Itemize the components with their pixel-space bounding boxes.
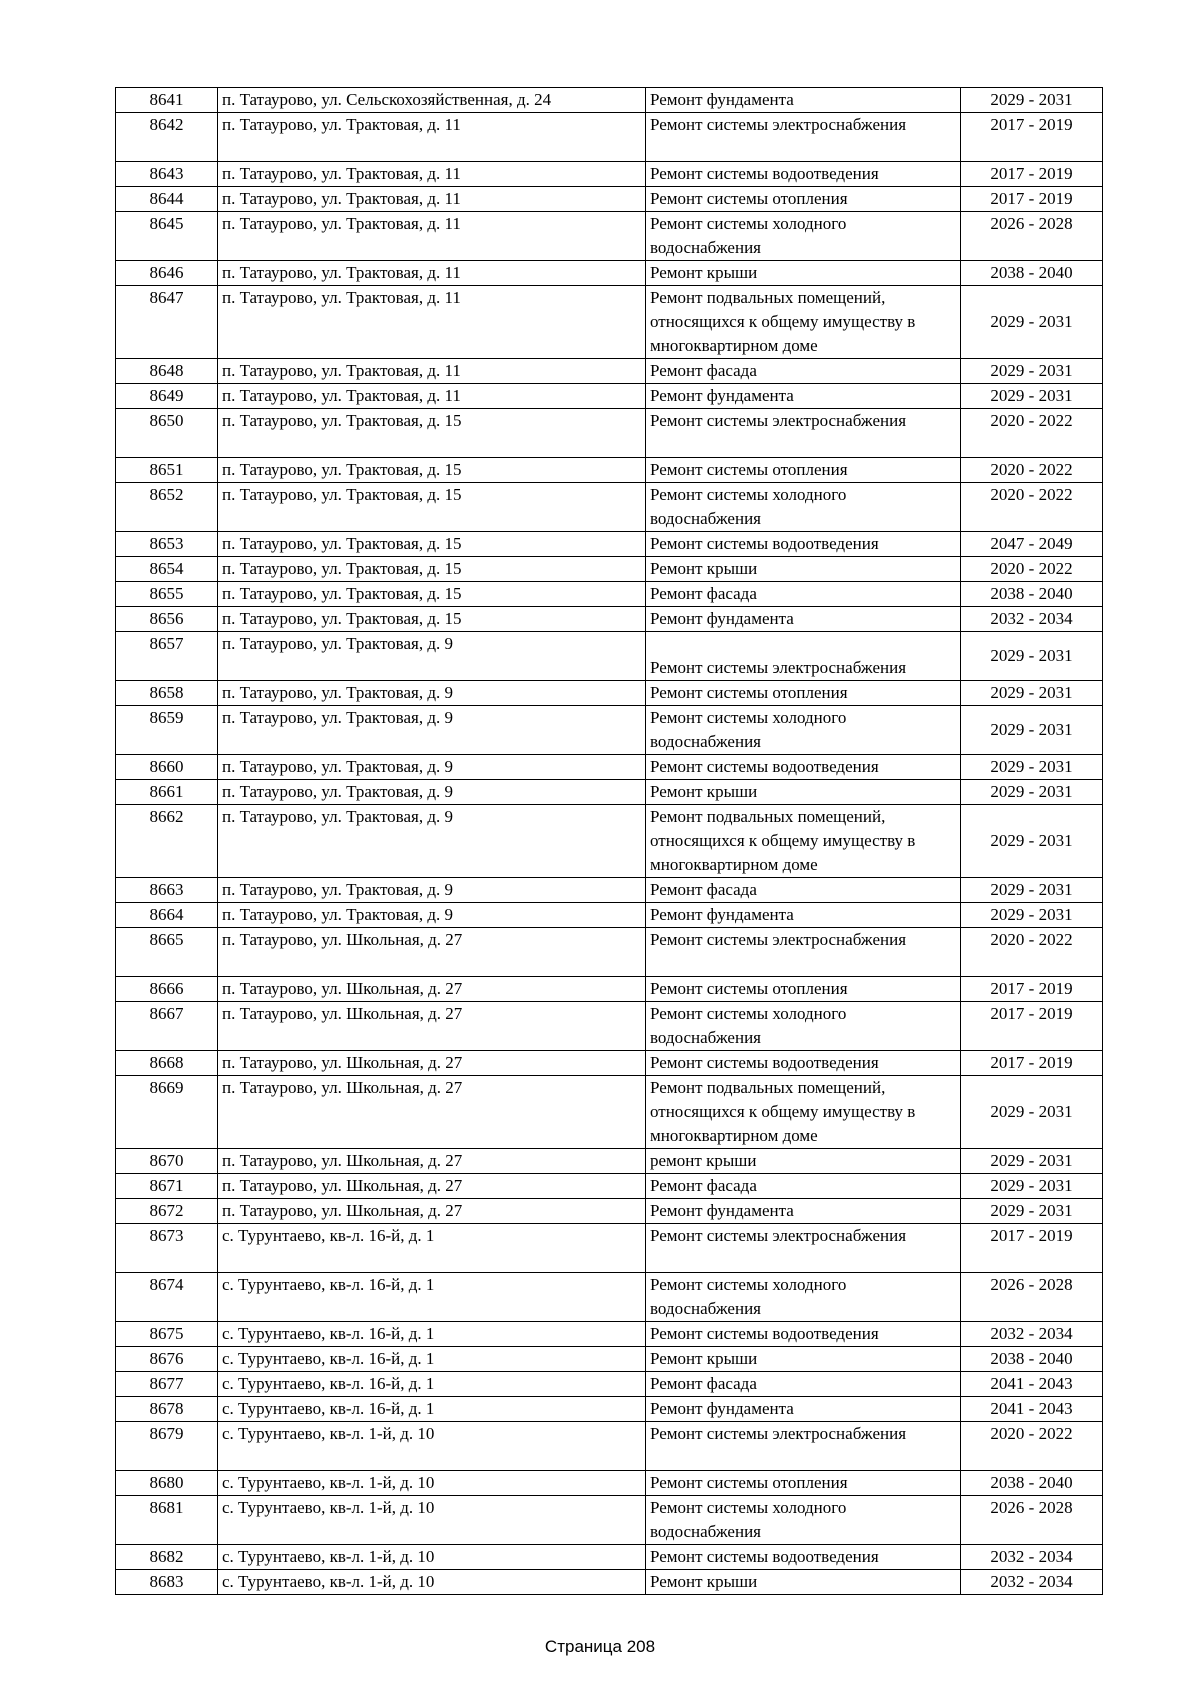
- row-number-cell: 8663: [116, 878, 218, 903]
- work-type-cell: ремонт крыши: [646, 1149, 961, 1174]
- address-cell: п. Татаурово, ул. Трактовая, д. 9: [218, 903, 646, 928]
- term-cell: 2032 - 2034: [961, 607, 1103, 632]
- row-number-cell: 8644: [116, 187, 218, 212]
- table-row: [116, 212, 1103, 261]
- table-row: [116, 582, 1103, 607]
- table-row: [116, 1397, 1103, 1422]
- address-cell: с. Турунтаево, кв-л. 1-й, д. 10: [218, 1422, 646, 1471]
- table-row: [116, 261, 1103, 286]
- address-cell: п. Татаурово, ул. Трактовая, д. 11: [218, 384, 646, 409]
- work-type-cell: Ремонт фундамента: [646, 903, 961, 928]
- address-cell: п. Татаурово, ул. Трактовая, д. 11: [218, 212, 646, 261]
- row-number-cell: 8665: [116, 928, 218, 977]
- row-number-cell: 8641: [116, 88, 218, 113]
- address-cell: с. Турунтаево, кв-л. 16-й, д. 1: [218, 1224, 646, 1273]
- address-cell: п. Татаурово, ул. Школьная, д. 27: [218, 1051, 646, 1076]
- work-type-cell: Ремонт системы отопления: [646, 187, 961, 212]
- address-cell: п. Татаурово, ул. Трактовая, д. 9: [218, 681, 646, 706]
- work-type-cell: Ремонт подвальных помещений, относящихся к общему имуществу в многоквартирном доме: [646, 805, 961, 878]
- work-type-cell: Ремонт системы холодного водоснабжения: [646, 1002, 961, 1051]
- address-cell: с. Турунтаево, кв-л. 1-й, д. 10: [218, 1570, 646, 1595]
- address-cell: п. Татаурово, ул. Трактовая, д. 15: [218, 557, 646, 582]
- row-number-cell: 8658: [116, 681, 218, 706]
- row-number-cell: 8662: [116, 805, 218, 878]
- term-cell: 2029 - 2031: [961, 755, 1103, 780]
- table-row: [116, 1199, 1103, 1224]
- address-cell: с. Турунтаево, кв-л. 1-й, д. 10: [218, 1471, 646, 1496]
- table-row: [116, 1149, 1103, 1174]
- address-cell: п. Татаурово, ул. Трактовая, д. 15: [218, 483, 646, 532]
- page-number: Страница 208: [544, 1637, 656, 1656]
- address-cell: с. Турунтаево, кв-л. 1-й, д. 10: [218, 1496, 646, 1545]
- row-number-cell: 8671: [116, 1174, 218, 1199]
- row-number-cell: 8680: [116, 1471, 218, 1496]
- row-number-cell: 8676: [116, 1347, 218, 1372]
- row-number-cell: 8668: [116, 1051, 218, 1076]
- work-type-cell: Ремонт системы холодного водоснабжения: [646, 1273, 961, 1322]
- work-type-cell: Ремонт системы электроснабжения: [646, 632, 961, 681]
- address-cell: п. Татаурово, ул. Трактовая, д. 9: [218, 632, 646, 681]
- term-cell: 2032 - 2034: [961, 1570, 1103, 1595]
- table-row: [116, 384, 1103, 409]
- term-cell: 2038 - 2040: [961, 582, 1103, 607]
- term-cell: 2029 - 2031: [961, 780, 1103, 805]
- work-type-cell: Ремонт фундамента: [646, 384, 961, 409]
- table-row: [116, 681, 1103, 706]
- address-cell: п. Татаурово, ул. Сельскохозяйственная, д. 24: [218, 88, 646, 113]
- address-cell: п. Татаурово, ул. Трактовая, д. 9: [218, 805, 646, 878]
- term-cell: 2020 - 2022: [961, 928, 1103, 977]
- term-cell: 2029 - 2031: [961, 88, 1103, 113]
- row-number-cell: 8650: [116, 409, 218, 458]
- term-cell: 2029 - 2031: [961, 1149, 1103, 1174]
- table-row: [116, 607, 1103, 632]
- row-number-cell: 8661: [116, 780, 218, 805]
- term-cell: 2029 - 2031: [961, 384, 1103, 409]
- table-row: [116, 1570, 1103, 1595]
- term-cell: 2038 - 2040: [961, 1347, 1103, 1372]
- row-number-cell: 8677: [116, 1372, 218, 1397]
- term-cell: 2017 - 2019: [961, 113, 1103, 162]
- term-cell: 2032 - 2034: [961, 1545, 1103, 1570]
- table-row: [116, 1076, 1103, 1149]
- work-type-cell: Ремонт системы холодного водоснабжения: [646, 1496, 961, 1545]
- row-number-cell: 8659: [116, 706, 218, 755]
- work-type-cell: Ремонт системы водоотведения: [646, 755, 961, 780]
- term-cell: 2041 - 2043: [961, 1372, 1103, 1397]
- work-type-cell: Ремонт крыши: [646, 780, 961, 805]
- term-cell: 2017 - 2019: [961, 1051, 1103, 1076]
- address-cell: п. Татаурово, ул. Трактовая, д. 9: [218, 780, 646, 805]
- address-cell: п. Татаурово, ул. Трактовая, д. 11: [218, 162, 646, 187]
- table-row: [116, 977, 1103, 1002]
- row-number-cell: 8654: [116, 557, 218, 582]
- address-cell: п. Татаурово, ул. Трактовая, д. 9: [218, 755, 646, 780]
- work-type-cell: Ремонт фасада: [646, 1174, 961, 1199]
- work-type-cell: Ремонт системы отопления: [646, 681, 961, 706]
- work-type-cell: Ремонт системы холодного водоснабжения: [646, 483, 961, 532]
- address-cell: п. Татаурово, ул. Трактовая, д. 15: [218, 582, 646, 607]
- term-cell: 2020 - 2022: [961, 1422, 1103, 1471]
- table-row: [116, 928, 1103, 977]
- address-cell: с. Турунтаево, кв-л. 16-й, д. 1: [218, 1273, 646, 1322]
- term-cell: 2017 - 2019: [961, 977, 1103, 1002]
- table-body: [116, 88, 1103, 1595]
- term-cell: 2038 - 2040: [961, 1471, 1103, 1496]
- table-row: [116, 483, 1103, 532]
- table-row: [116, 780, 1103, 805]
- term-cell: 2026 - 2028: [961, 212, 1103, 261]
- table-row: [116, 187, 1103, 212]
- row-number-cell: 8647: [116, 286, 218, 359]
- work-type-cell: Ремонт фасада: [646, 1372, 961, 1397]
- address-cell: п. Татаурово, ул. Трактовая, д. 11: [218, 286, 646, 359]
- term-cell: 2032 - 2034: [961, 1322, 1103, 1347]
- table-row: [116, 162, 1103, 187]
- row-number-cell: 8643: [116, 162, 218, 187]
- row-number-cell: 8679: [116, 1422, 218, 1471]
- term-cell: 2029 - 2031: [961, 805, 1103, 878]
- row-number-cell: 8653: [116, 532, 218, 557]
- row-number-cell: 8646: [116, 261, 218, 286]
- term-cell: 2020 - 2022: [961, 483, 1103, 532]
- work-type-cell: Ремонт подвальных помещений, относящихся к общему имуществу в многоквартирном доме: [646, 286, 961, 359]
- address-cell: п. Татаурово, ул. Трактовая, д. 15: [218, 409, 646, 458]
- address-cell: п. Татаурово, ул. Школьная, д. 27: [218, 1076, 646, 1149]
- row-number-cell: 8678: [116, 1397, 218, 1422]
- work-type-cell: Ремонт фасада: [646, 878, 961, 903]
- table-row: [116, 1496, 1103, 1545]
- address-cell: п. Татаурово, ул. Трактовая, д. 15: [218, 532, 646, 557]
- table-row: [116, 532, 1103, 557]
- term-cell: 2017 - 2019: [961, 162, 1103, 187]
- work-type-cell: Ремонт крыши: [646, 1570, 961, 1595]
- table-row: [116, 706, 1103, 755]
- table-row: [116, 632, 1103, 681]
- table-row: [116, 409, 1103, 458]
- address-cell: с. Турунтаево, кв-л. 16-й, д. 1: [218, 1322, 646, 1347]
- table-row: [116, 1347, 1103, 1372]
- row-number-cell: 8655: [116, 582, 218, 607]
- table-row: [116, 1372, 1103, 1397]
- row-number-cell: 8660: [116, 755, 218, 780]
- table-row: [116, 286, 1103, 359]
- work-type-cell: Ремонт системы электроснабжения: [646, 928, 961, 977]
- row-number-cell: 8674: [116, 1273, 218, 1322]
- table-row: [116, 1002, 1103, 1051]
- work-type-cell: Ремонт системы электроснабжения: [646, 1224, 961, 1273]
- term-cell: 2017 - 2019: [961, 1002, 1103, 1051]
- address-cell: п. Татаурово, ул. Школьная, д. 27: [218, 928, 646, 977]
- term-cell: 2020 - 2022: [961, 557, 1103, 582]
- row-number-cell: 8667: [116, 1002, 218, 1051]
- address-cell: п. Татаурово, ул. Школьная, д. 27: [218, 1002, 646, 1051]
- table-row: [116, 1174, 1103, 1199]
- row-number-cell: 8642: [116, 113, 218, 162]
- work-type-cell: Ремонт системы электроснабжения: [646, 113, 961, 162]
- row-number-cell: 8670: [116, 1149, 218, 1174]
- term-cell: 2029 - 2031: [961, 632, 1103, 681]
- table-row: [116, 1051, 1103, 1076]
- work-type-cell: Ремонт системы холодного водоснабжения: [646, 212, 961, 261]
- row-number-cell: 8682: [116, 1545, 218, 1570]
- work-type-cell: Ремонт системы отопления: [646, 1471, 961, 1496]
- table-row: [116, 458, 1103, 483]
- address-cell: п. Татаурово, ул. Трактовая, д. 15: [218, 607, 646, 632]
- row-number-cell: 8681: [116, 1496, 218, 1545]
- work-type-cell: Ремонт системы водоотведения: [646, 1322, 961, 1347]
- row-number-cell: 8672: [116, 1199, 218, 1224]
- address-cell: с. Турунтаево, кв-л. 16-й, д. 1: [218, 1347, 646, 1372]
- address-cell: п. Татаурово, ул. Школьная, д. 27: [218, 1199, 646, 1224]
- address-cell: с. Турунтаево, кв-л. 1-й, д. 10: [218, 1545, 646, 1570]
- row-number-cell: 8656: [116, 607, 218, 632]
- address-cell: п. Татаурово, ул. Трактовая, д. 11: [218, 187, 646, 212]
- work-type-cell: Ремонт фундамента: [646, 607, 961, 632]
- table-row: [116, 1224, 1103, 1273]
- table-row: [116, 1422, 1103, 1471]
- term-cell: 2029 - 2031: [961, 1076, 1103, 1149]
- row-number-cell: 8664: [116, 903, 218, 928]
- row-number-cell: 8648: [116, 359, 218, 384]
- term-cell: 2029 - 2031: [961, 359, 1103, 384]
- term-cell: 2029 - 2031: [961, 706, 1103, 755]
- table-row: [116, 88, 1103, 113]
- work-type-cell: Ремонт системы электроснабжения: [646, 409, 961, 458]
- work-type-cell: Ремонт системы водоотведения: [646, 1545, 961, 1570]
- address-cell: п. Татаурово, ул. Трактовая, д. 15: [218, 458, 646, 483]
- address-cell: с. Турунтаево, кв-л. 16-й, д. 1: [218, 1397, 646, 1422]
- work-type-cell: Ремонт системы электроснабжения: [646, 1422, 961, 1471]
- term-cell: 2047 - 2049: [961, 532, 1103, 557]
- term-cell: 2020 - 2022: [961, 458, 1103, 483]
- row-number-cell: 8675: [116, 1322, 218, 1347]
- table-row: [116, 1545, 1103, 1570]
- table-row: [116, 557, 1103, 582]
- address-cell: п. Татаурово, ул. Трактовая, д. 11: [218, 113, 646, 162]
- address-cell: с. Турунтаево, кв-л. 16-й, д. 1: [218, 1372, 646, 1397]
- table-row: [116, 755, 1103, 780]
- table-row: [116, 805, 1103, 878]
- work-type-cell: Ремонт системы водоотведения: [646, 532, 961, 557]
- address-cell: п. Татаурово, ул. Школьная, д. 27: [218, 1149, 646, 1174]
- row-number-cell: 8666: [116, 977, 218, 1002]
- term-cell: 2038 - 2040: [961, 261, 1103, 286]
- address-cell: п. Татаурово, ул. Трактовая, д. 9: [218, 878, 646, 903]
- term-cell: 2017 - 2019: [961, 1224, 1103, 1273]
- address-cell: п. Татаурово, ул. Трактовая, д. 11: [218, 359, 646, 384]
- work-type-cell: Ремонт системы холодного водоснабжения: [646, 706, 961, 755]
- term-cell: 2029 - 2031: [961, 1174, 1103, 1199]
- work-type-cell: Ремонт фасада: [646, 359, 961, 384]
- address-cell: п. Татаурово, ул. Трактовая, д. 9: [218, 706, 646, 755]
- address-cell: п. Татаурово, ул. Школьная, д. 27: [218, 1174, 646, 1199]
- term-cell: 2020 - 2022: [961, 409, 1103, 458]
- term-cell: 2029 - 2031: [961, 878, 1103, 903]
- table-row: [116, 1273, 1103, 1322]
- row-number-cell: 8651: [116, 458, 218, 483]
- work-type-cell: Ремонт системы водоотведения: [646, 162, 961, 187]
- term-cell: 2041 - 2043: [961, 1397, 1103, 1422]
- work-type-cell: Ремонт крыши: [646, 557, 961, 582]
- work-type-cell: Ремонт фасада: [646, 582, 961, 607]
- table-row: [116, 113, 1103, 162]
- address-cell: п. Татаурово, ул. Трактовая, д. 11: [218, 261, 646, 286]
- term-cell: 2029 - 2031: [961, 903, 1103, 928]
- work-type-cell: Ремонт системы отопления: [646, 458, 961, 483]
- work-type-cell: Ремонт крыши: [646, 261, 961, 286]
- table-row: [116, 1471, 1103, 1496]
- work-type-cell: Ремонт крыши: [646, 1347, 961, 1372]
- work-type-cell: Ремонт фундамента: [646, 1397, 961, 1422]
- term-cell: 2029 - 2031: [961, 286, 1103, 359]
- row-number-cell: 8652: [116, 483, 218, 532]
- table-row: [116, 878, 1103, 903]
- row-number-cell: 8673: [116, 1224, 218, 1273]
- work-type-cell: Ремонт подвальных помещений, относящихся к общему имуществу в многоквартирном доме: [646, 1076, 961, 1149]
- work-type-cell: Ремонт системы отопления: [646, 977, 961, 1002]
- row-number-cell: 8657: [116, 632, 218, 681]
- term-cell: 2029 - 2031: [961, 1199, 1103, 1224]
- address-cell: п. Татаурово, ул. Школьная, д. 27: [218, 977, 646, 1002]
- work-type-cell: Ремонт фундамента: [646, 1199, 961, 1224]
- row-number-cell: 8645: [116, 212, 218, 261]
- term-cell: 2026 - 2028: [961, 1273, 1103, 1322]
- term-cell: 2026 - 2028: [961, 1496, 1103, 1545]
- table-row: [116, 903, 1103, 928]
- table-row: [116, 1322, 1103, 1347]
- row-number-cell: 8669: [116, 1076, 218, 1149]
- work-type-cell: Ремонт фундамента: [646, 88, 961, 113]
- term-cell: 2017 - 2019: [961, 187, 1103, 212]
- row-number-cell: 8683: [116, 1570, 218, 1595]
- repair-schedule-table: [115, 87, 1103, 1595]
- table-row: [116, 359, 1103, 384]
- work-type-cell: Ремонт системы водоотведения: [646, 1051, 961, 1076]
- row-number-cell: 8649: [116, 384, 218, 409]
- term-cell: 2029 - 2031: [961, 681, 1103, 706]
